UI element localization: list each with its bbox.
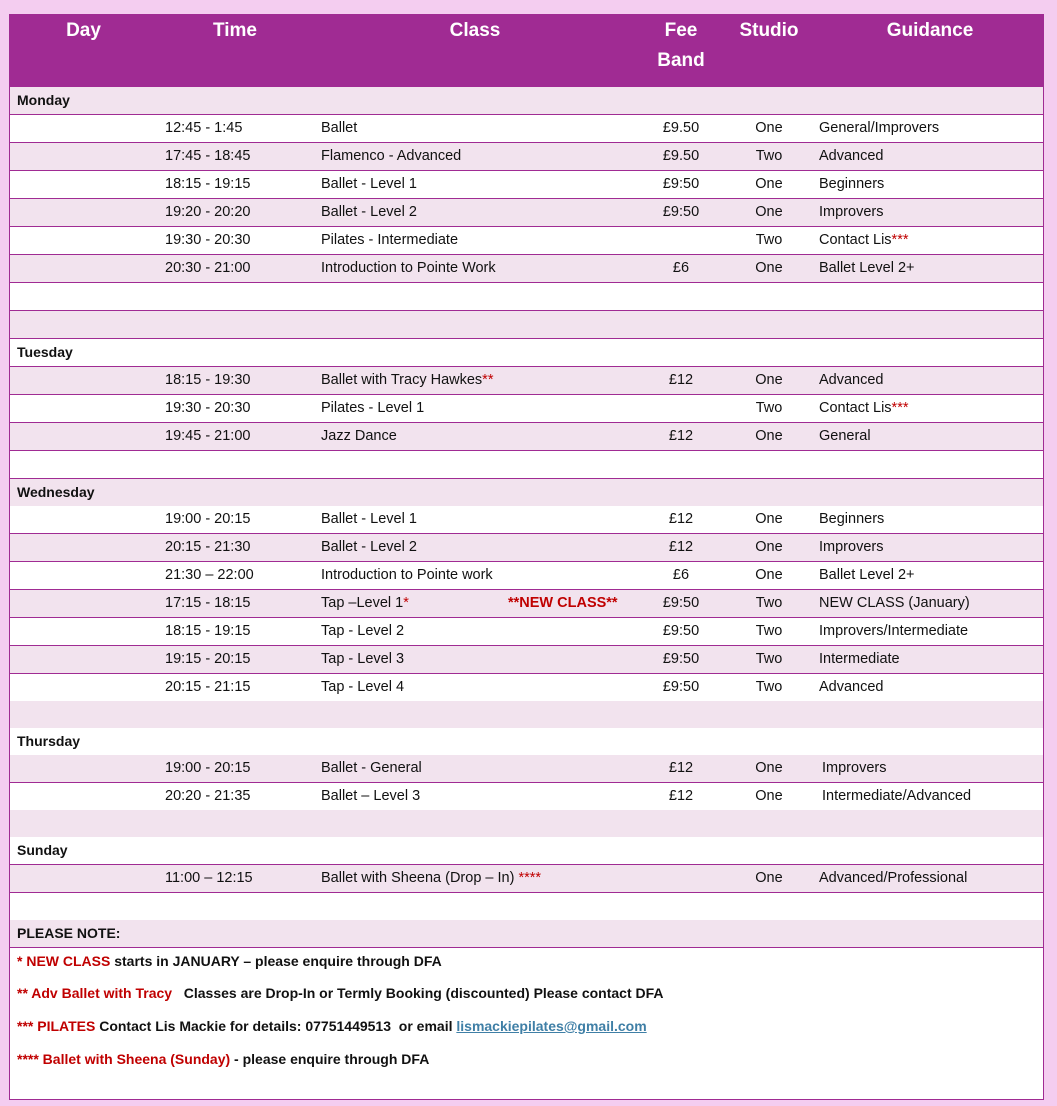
day-row — [10, 728, 1043, 756]
spacer-row — [10, 311, 1043, 339]
class-studio: One — [755, 788, 783, 804]
note-3-highlight: *** PILATES — [17, 1018, 96, 1034]
table-header — [10, 15, 1043, 87]
class-name: Ballet — [321, 120, 358, 136]
class-row — [10, 255, 1043, 283]
class-fee: £9:50 — [662, 623, 700, 639]
class-studio: Two — [755, 679, 783, 695]
class-studio: One — [755, 176, 783, 192]
email-link[interactable]: lismackiepilates@gmail.com — [456, 1018, 647, 1034]
class-fee: £9:50 — [662, 595, 700, 611]
class-marker: * — [403, 595, 409, 611]
class-guidance: Intermediate — [819, 651, 900, 667]
note-4-highlight: **** Ballet with Sheena (Sunday) — [17, 1051, 231, 1067]
class-marker: ** — [482, 372, 494, 388]
class-guidance: Beginners — [819, 511, 885, 527]
class-studio: Two — [755, 651, 783, 667]
class-guidance: General/Improvers — [819, 120, 940, 136]
class-studio: One — [755, 760, 783, 776]
class-guidance: Advanced — [819, 372, 884, 388]
class-studio: One — [755, 511, 783, 527]
class-fee: £9:50 — [662, 204, 700, 220]
class-time: 21:30 – 22:00 — [165, 567, 254, 583]
class-row — [10, 143, 1043, 171]
header-guidance: Guidance — [886, 20, 974, 41]
class-name: Ballet - Level 2 — [321, 539, 417, 555]
class-name: Tap –Level 1 — [321, 595, 404, 611]
header-class: Class — [449, 20, 501, 41]
class-studio: Two — [755, 232, 783, 248]
class-studio: One — [755, 567, 783, 583]
class-guidance-cell — [819, 367, 884, 393]
class-guidance: Beginners — [819, 176, 885, 192]
class-name-cell — [321, 171, 417, 197]
class-guidance-cell — [822, 755, 886, 781]
day-label: Sunday — [17, 842, 68, 858]
class-name-cell — [321, 506, 417, 532]
class-marker: **** — [514, 870, 542, 886]
class-time: 11:00 – 12:15 — [165, 870, 253, 886]
class-time: 19:30 - 20:30 — [165, 400, 251, 416]
class-name: Ballet - General — [321, 760, 422, 776]
header-studio: Studio — [739, 20, 799, 41]
class-time: 19:15 - 20:15 — [165, 651, 251, 667]
class-fee: £6 — [672, 260, 690, 276]
class-name: Ballet - Level 1 — [321, 511, 417, 527]
spacer-row — [10, 701, 1043, 729]
class-name-cell — [321, 227, 458, 253]
header-day: Day — [66, 20, 101, 41]
day-row — [10, 339, 1043, 367]
class-studio: One — [755, 539, 783, 555]
class-studio: Two — [755, 623, 783, 639]
class-fee: £9:50 — [662, 679, 700, 695]
class-time: 19:45 - 21:00 — [165, 428, 251, 444]
class-row — [10, 171, 1043, 199]
class-row — [10, 534, 1043, 562]
class-guidance-cell — [819, 423, 871, 449]
class-name-cell — [321, 783, 420, 809]
class-guidance-cell — [819, 534, 883, 560]
class-name-cell — [321, 115, 357, 141]
header-fee-band — [640, 16, 722, 76]
class-studio: Two — [755, 400, 783, 416]
class-guidance-cell — [819, 590, 970, 616]
class-row — [10, 783, 1043, 811]
class-time: 19:30 - 20:30 — [165, 232, 251, 248]
class-name: Flamenco - Advanced — [321, 148, 462, 164]
guidance-marker: *** — [891, 232, 909, 248]
header-time: Time — [212, 20, 257, 41]
new-class-tag: **NEW CLASS** — [508, 595, 618, 611]
class-name: Jazz Dance — [321, 428, 397, 444]
class-row — [10, 227, 1043, 255]
class-fee: £12 — [668, 428, 694, 444]
spacer-row — [10, 283, 1043, 311]
class-studio: One — [755, 260, 783, 276]
class-guidance: Contact Lis — [819, 400, 892, 416]
class-time: 19:00 - 20:15 — [165, 511, 251, 527]
class-name-cell — [321, 674, 404, 700]
note-1-text: starts in JANUARY – please enquire through DFA — [110, 953, 442, 969]
class-row — [10, 646, 1043, 674]
class-time: 20:15 - 21:30 — [165, 539, 251, 555]
class-row — [10, 423, 1043, 451]
class-name-cell — [321, 395, 424, 421]
header-fee-line1: Fee — [664, 20, 698, 41]
class-studio: One — [755, 204, 783, 220]
class-guidance-cell — [819, 646, 900, 672]
day-label: Thursday — [17, 733, 81, 749]
class-guidance: Advanced — [819, 679, 884, 695]
note-line-1 — [17, 953, 442, 969]
class-guidance: NEW CLASS (January) — [819, 595, 970, 611]
day-row — [10, 87, 1043, 115]
class-guidance-cell — [819, 395, 908, 421]
class-time: 17:45 - 18:45 — [165, 148, 251, 164]
class-guidance-cell — [819, 115, 939, 141]
class-name: Ballet – Level 3 — [321, 788, 421, 804]
class-fee: £12 — [668, 760, 694, 776]
class-name: Introduction to Pointe work — [321, 567, 493, 583]
class-guidance-cell — [819, 865, 967, 891]
class-time: 20:20 - 21:35 — [165, 788, 251, 804]
note-2-highlight: ** Adv Ballet with Tracy — [17, 985, 173, 1001]
class-time: 20:30 - 21:00 — [165, 260, 251, 276]
class-guidance-cell — [819, 171, 884, 197]
class-row — [10, 618, 1043, 646]
day-row — [10, 479, 1043, 507]
spacer-row — [10, 810, 1043, 838]
class-name: Ballet with Tracy Hawkes — [321, 372, 483, 388]
class-guidance: Advanced/Professional — [819, 870, 968, 886]
class-name: Introduction to Pointe Work — [321, 260, 496, 276]
class-name-cell — [321, 865, 541, 891]
class-name: Ballet with Sheena (Drop – In) — [321, 870, 515, 886]
class-guidance: Contact Lis — [819, 232, 892, 248]
class-name: Pilates - Intermediate — [321, 232, 459, 248]
class-name-cell — [321, 618, 404, 644]
class-row — [10, 506, 1043, 534]
class-name: Tap - Level 3 — [321, 651, 405, 667]
class-studio: Two — [755, 148, 783, 164]
class-studio: One — [755, 870, 783, 886]
class-name: Ballet - Level 1 — [321, 176, 417, 192]
note-1-highlight: * NEW CLASS — [17, 953, 111, 969]
class-time: 20:15 - 21:15 — [165, 679, 251, 695]
class-guidance: Improvers — [819, 204, 884, 220]
class-name: Pilates - Level 1 — [321, 400, 425, 416]
class-guidance: Ballet Level 2+ — [819, 567, 915, 583]
class-studio: One — [755, 372, 783, 388]
class-guidance-cell — [819, 227, 908, 253]
note-line-2 — [17, 985, 664, 1001]
class-studio: One — [755, 120, 783, 136]
guidance-marker: *** — [891, 400, 909, 416]
class-time: 19:00 - 20:15 — [165, 760, 251, 776]
class-name: Tap - Level 4 — [321, 679, 405, 695]
class-name: Ballet - Level 2 — [321, 204, 417, 220]
note-3-text: Contact Lis Mackie for details: 07751449513 or email — [95, 1018, 457, 1034]
class-guidance-cell — [822, 783, 971, 809]
class-guidance: General — [819, 428, 871, 444]
header-fee-line2: Band — [657, 50, 705, 71]
class-fee: £12 — [668, 788, 694, 804]
spacer-row — [10, 451, 1043, 479]
class-time: 12:45 - 1:45 — [165, 120, 243, 136]
note-line-3 — [17, 1018, 647, 1034]
day-label: Tuesday — [17, 344, 73, 360]
class-guidance: Improvers/Intermediate — [819, 623, 969, 639]
class-time: 18:15 - 19:15 — [165, 176, 251, 192]
class-studio: Two — [755, 595, 783, 611]
class-time: 18:15 - 19:15 — [165, 623, 251, 639]
class-guidance-cell — [819, 506, 884, 532]
day-row — [10, 837, 1043, 865]
class-guidance-cell — [819, 618, 968, 644]
class-row — [10, 865, 1043, 893]
class-time: 17:15 - 18:15 — [165, 595, 251, 611]
class-row — [10, 115, 1043, 143]
class-fee: £12 — [668, 539, 694, 555]
class-guidance-cell — [819, 562, 915, 588]
notes-heading: PLEASE NOTE: — [17, 925, 121, 941]
note-line-4 — [17, 1051, 429, 1067]
class-guidance: Improvers — [822, 760, 887, 776]
class-fee: £9:50 — [662, 651, 700, 667]
spacer-row — [10, 893, 1043, 921]
class-studio: One — [755, 428, 783, 444]
class-name-cell — [321, 534, 417, 560]
class-name-cell — [321, 423, 397, 449]
class-row — [10, 674, 1043, 702]
class-time: 19:20 - 20:20 — [165, 204, 251, 220]
class-name-cell — [321, 199, 417, 225]
class-row — [10, 755, 1043, 783]
class-name-cell — [321, 590, 409, 616]
schedule-sheet — [9, 14, 1044, 1100]
class-name-cell — [321, 562, 493, 588]
class-name: Tap - Level 2 — [321, 623, 405, 639]
class-name-cell — [321, 255, 496, 281]
class-name-cell — [321, 367, 493, 393]
class-fee: £9.50 — [662, 148, 700, 164]
class-guidance-cell — [819, 674, 884, 700]
class-name-cell — [321, 646, 404, 672]
class-guidance: Ballet Level 2+ — [819, 260, 915, 276]
day-label: Wednesday — [17, 484, 95, 500]
note-2-text: Classes are Drop-In or Termly Booking (discounted) Please contact DFA — [172, 985, 664, 1001]
class-row — [10, 562, 1043, 590]
class-time: 18:15 - 19:30 — [165, 372, 251, 388]
notes-heading-row — [10, 920, 1043, 948]
class-name-cell — [321, 755, 422, 781]
note-4-text: - please enquire through DFA — [230, 1051, 430, 1067]
class-guidance-cell — [819, 255, 915, 281]
class-guidance: Intermediate/Advanced — [822, 788, 972, 804]
class-guidance: Advanced — [819, 148, 884, 164]
day-label: Monday — [17, 92, 70, 108]
class-guidance: Improvers — [819, 539, 884, 555]
class-row — [10, 395, 1043, 423]
class-row — [10, 199, 1043, 227]
class-fee: £9:50 — [662, 176, 700, 192]
class-row — [10, 367, 1043, 395]
class-guidance-cell — [819, 199, 883, 225]
class-row — [10, 590, 1043, 618]
class-name-cell — [321, 143, 461, 169]
class-fee: £6 — [672, 567, 690, 583]
class-fee: £12 — [668, 511, 694, 527]
class-guidance-cell — [819, 143, 884, 169]
class-fee: £9.50 — [662, 120, 700, 136]
class-fee: £12 — [668, 372, 694, 388]
